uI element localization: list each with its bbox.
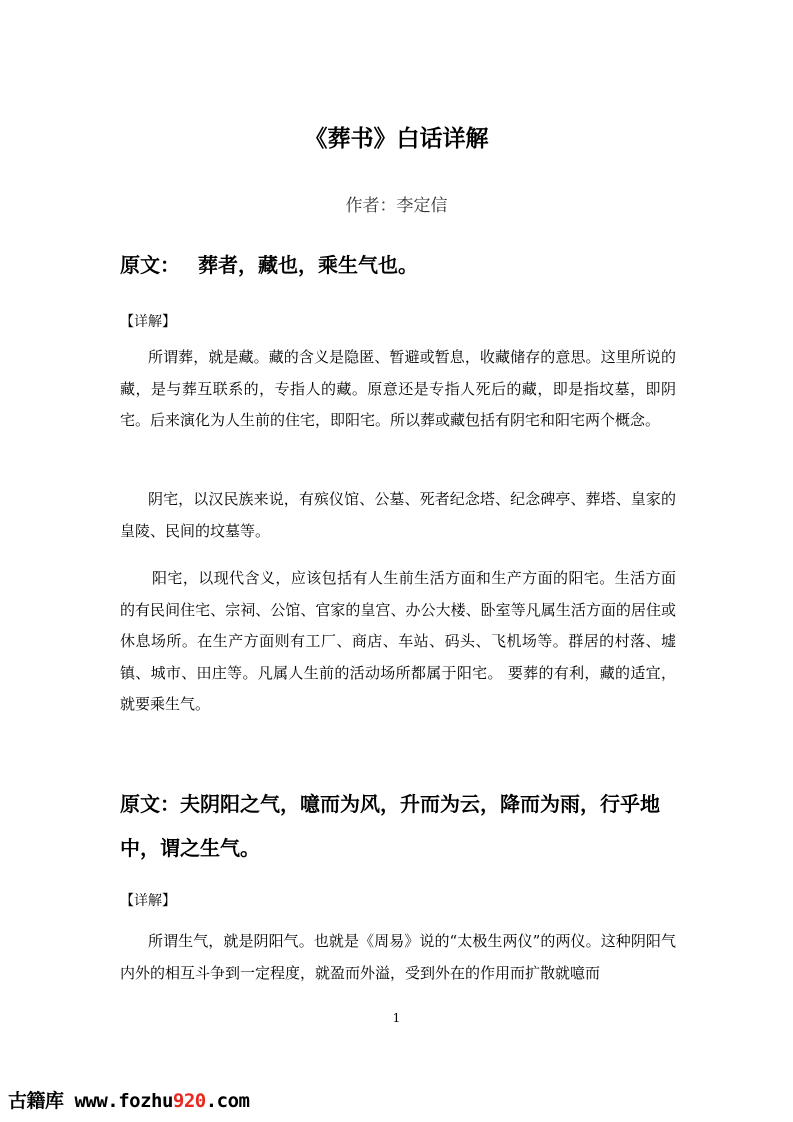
- site-watermark: [8, 1086, 250, 1113]
- original-text: 葬者，藏也，乘生气也。: [198, 253, 418, 277]
- paragraph: 阳宅，以现代含义，应该包括有人生前生活方面和生产方面的阳宅。生活方面的有民间住宅、宗祠、公馆、官家的皇宫、办公大楼、卧室等凡属生活方面的居住或休息场所。在生产方面则有工厂、商店、车站、码头、飞机场等。群居的村落、墟镇、城市、田庄等。凡属人生前的活动场所都属于阳宅。 要葬的有利，藏的适宜，就要乘生气。: [120, 569, 676, 713]
- original-text-heading-2: 原文：夫阴阳之气，噫而为风，升而为云，降而为雨，行乎地中，谓之生气。: [120, 792, 660, 860]
- paragraph: 阴宅，以汉民族来说，有殡仪馆、公墓、死者纪念塔、纪念碑亭、葬塔、皇家的皇陵、民间的坟墓等。: [120, 490, 676, 540]
- page-number: 1: [392, 1011, 401, 1025]
- document-title: 《葬书》白话详解: [304, 126, 489, 152]
- watermark-url-start: www.fozhu: [63, 1090, 173, 1112]
- original-text-heading-1: [120, 243, 680, 287]
- author-line: 作者：李定信: [345, 196, 448, 216]
- explanation-tag-1: 【详解】: [120, 314, 176, 330]
- explanation-tag-2: 【详解】: [120, 893, 176, 909]
- watermark-url-number: 920: [172, 1090, 206, 1112]
- watermark-url-end: .com: [205, 1090, 250, 1112]
- original-label: 原文：: [120, 253, 180, 277]
- paragraph: 所谓葬，就是藏。藏的含义是隐匿、暂避或暂息，收藏储存的意思。这里所说的藏，是与葬互联系的，专指人的藏。原意还是专指人死后的藏，即是指坟墓，即阴宅。后来演化为人生前的住宅，即阳宅。所以葬或藏包括有阴宅和阳宅两个概念。: [120, 348, 676, 429]
- watermark-site-name: 古籍库: [8, 1090, 64, 1112]
- paragraph: 所谓生气，就是阴阳气。也就是《周易》说的“太极生两仪”的两仪。这种阴阳气内外的相互斗争到一定程度，就盈而外溢，受到外在的作用而扩散就噫而: [120, 932, 676, 982]
